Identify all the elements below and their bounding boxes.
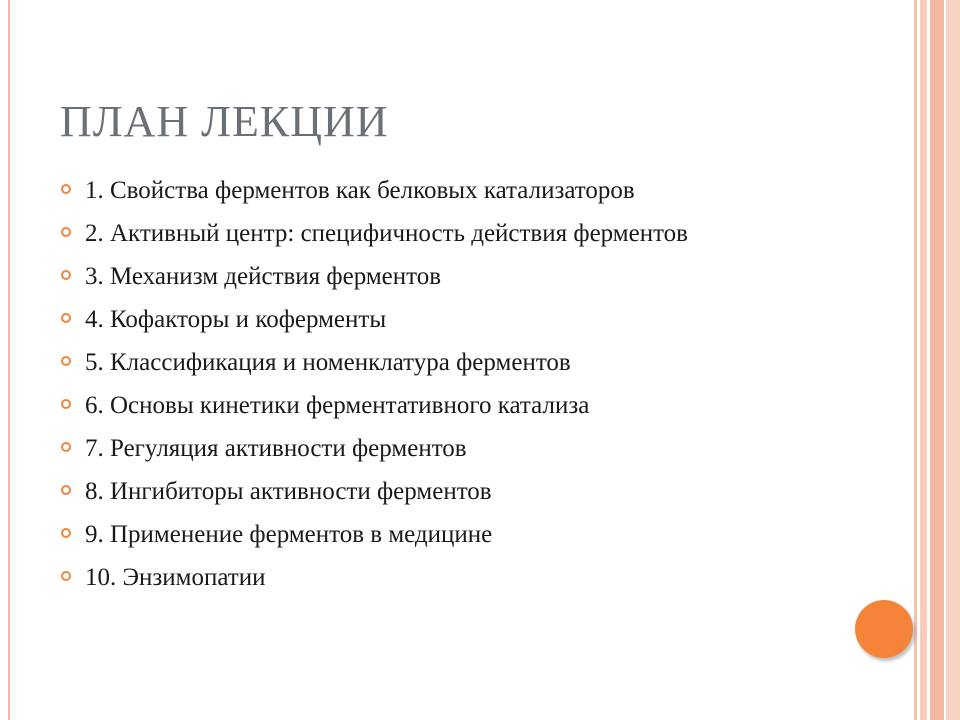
right-stripe-2: [920, 0, 927, 720]
right-stripe-1: [914, 0, 917, 720]
circle-outline-bullet-icon: [61, 313, 71, 323]
circle-outline-bullet-icon: [61, 227, 71, 237]
list-item-text: 3. Механизм действия ферментов: [85, 263, 442, 290]
list-item-text: 1. Свойства ферментов как белковых катализаторов: [85, 177, 635, 204]
list-item: [60, 348, 820, 378]
list-item-text: 5. Классификация и номенклатура ферментов: [85, 349, 571, 376]
list-item: [60, 477, 820, 507]
right-stripe-4: [946, 0, 960, 720]
circle-outline-bullet-icon: [61, 184, 71, 194]
list-item: [60, 219, 820, 249]
orange-circle-decoration: [855, 600, 913, 658]
circle-outline-bullet-icon: [61, 399, 71, 409]
list-item: [60, 391, 820, 421]
list-item: [60, 520, 820, 550]
list-item-text: 6. Основы кинетики ферментативного катализа: [85, 392, 590, 419]
list-item-text: 4. Кофакторы и коферменты: [85, 306, 387, 333]
list-item-text: 10. Энзимопатии: [85, 564, 266, 591]
list-item: [60, 262, 820, 292]
list-item: [60, 176, 820, 206]
list-item-text: 8. Ингибиторы активности ферментов: [85, 478, 492, 505]
lecture-plan-list: [60, 176, 820, 606]
slide-title: ПЛАН ЛЕКЦИИ: [60, 97, 389, 146]
list-item: [60, 563, 820, 593]
circle-outline-bullet-icon: [61, 356, 71, 366]
circle-outline-bullet-icon: [61, 442, 71, 452]
circle-outline-bullet-icon: [61, 528, 71, 538]
list-item: [60, 305, 820, 335]
circle-outline-bullet-icon: [61, 270, 71, 280]
list-item-text: 7. Регуляция активности ферментов: [85, 435, 467, 462]
list-item-text: 9. Применение ферментов в медицине: [85, 521, 493, 548]
list-item: [60, 434, 820, 464]
left-frame-line: [8, 0, 10, 720]
right-stripe-3: [930, 0, 944, 720]
circle-outline-bullet-icon: [61, 485, 71, 495]
list-item-text: 2. Активный центр: специфичность действия ферментов: [85, 220, 688, 247]
circle-outline-bullet-icon: [61, 571, 71, 581]
